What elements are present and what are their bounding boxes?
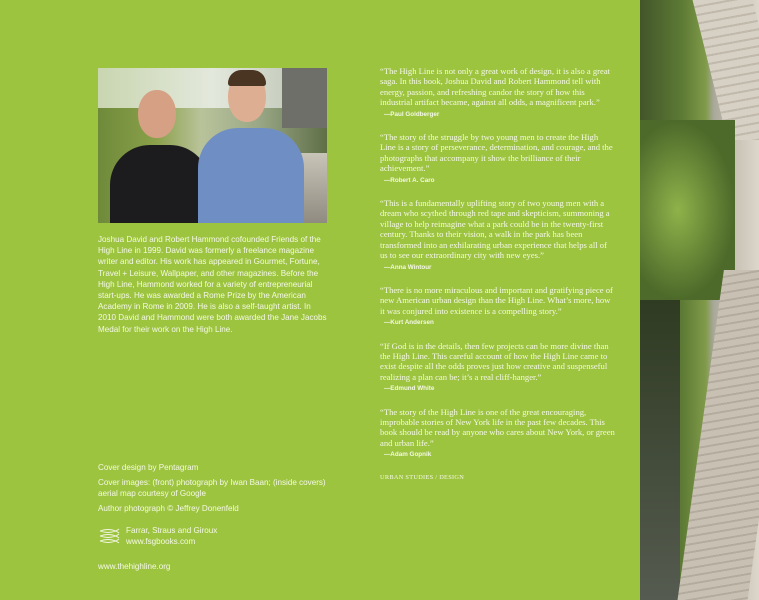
blurb xyxy=(380,341,616,395)
author-photo xyxy=(98,68,327,223)
person-right xyxy=(198,72,308,223)
blurb-text: “The High Line is not only a great work of design, it is also a great saga. In this book, Joshua David and Robert Hammond tell with energy, passion, and refreshing candor the story of how this industrial artifact became, against all odds, a magnificent park.” xyxy=(380,66,611,108)
publisher-name: Farrar, Straus and Giroux xyxy=(126,526,218,535)
blurbs xyxy=(380,66,616,483)
author-bio: Joshua David and Robert Hammond cofounded Friends of the High Line in 1999. David was formerly a freelance magazine writer and editor. His work has appeared in Gourmet, Fortune, Travel + Leisure, Wallpaper, and other magazines. Before the High Line, Hammond worked for a variety of entrepreneurial start-ups. He was awarded a Rome Prize by the American Academy in Rome in 2009. He is also a self-taught artist. In 2010 David and Hammond were both awarded the Jane Jacobs Medal for their work on the High Line. xyxy=(98,235,327,334)
blurb-author: —Adam Gopnik xyxy=(384,451,432,459)
cover-design-credit: Cover design by Pentagram xyxy=(98,463,199,472)
fsg-fish-logo-icon xyxy=(98,528,120,544)
blurb xyxy=(380,66,616,120)
blurb-author: —Paul Goldberger xyxy=(384,110,440,118)
blurb-author: —Anna Wintour xyxy=(384,263,432,271)
blurb-text: “If God is in the details, then few projects can be more divine than the High Line. This careful account of how the High Line came to exist despite all the odds proves just how creative and suspenseful realizing a plan can be; it’s a real cliff-hanger.” xyxy=(380,340,609,382)
category-label: URBAN STUDIES / DESIGN xyxy=(380,473,465,481)
high-line-aerial-photo xyxy=(640,0,759,600)
blurb-text: “The story of the struggle by two young men to create the High Line is a story of perseverance, determination, and courage, and the photographs that accompany it show the brilliance of their achievement.” xyxy=(380,132,613,174)
blurb-author: —Edmund White xyxy=(384,385,435,393)
blurb-author: —Robert A. Caro xyxy=(384,176,435,184)
publisher-url[interactable]: www.fsgbooks.com xyxy=(126,537,196,546)
blurb-text: “There is no more miraculous and important and gratifying piece of new American urban design than the High Line. What’s more, how it was conjured into existence is a compelling story.” xyxy=(380,284,613,316)
person-left xyxy=(110,90,205,223)
blurb-text: “This is a fundamentally uplifting story of two young men with a dream who scythed through red tape and skepticism, summoning a village to help reimagine what a park could be in the twenty-first century. Thanks to their vision, a walk in the park has been transformed into an exhilarating urban experience that helps all of us to see our extraordinary city with new eyes.” xyxy=(380,198,610,261)
blurb xyxy=(380,285,616,329)
blurb-author: —Kurt Andersen xyxy=(384,319,434,327)
author-photo-credit: Author photograph © Jeffrey Donenfeld xyxy=(98,504,239,513)
blurb xyxy=(380,198,616,273)
blurb-text: “The story of the High Line is one of the great encouraging, improbable stories of New York life in the past few decades. This book should be read by anyone who cares about New York, or green and urban life.” xyxy=(380,406,615,448)
publisher xyxy=(98,525,217,547)
blurb xyxy=(380,407,616,461)
blurb xyxy=(380,132,616,186)
cover-images-credit: Cover images: (front) photograph by Iwan Baan; (inside covers) aerial map courtesy of Google xyxy=(98,478,326,498)
credits xyxy=(98,462,328,518)
website-link[interactable]: www.thehighline.org xyxy=(98,562,171,571)
